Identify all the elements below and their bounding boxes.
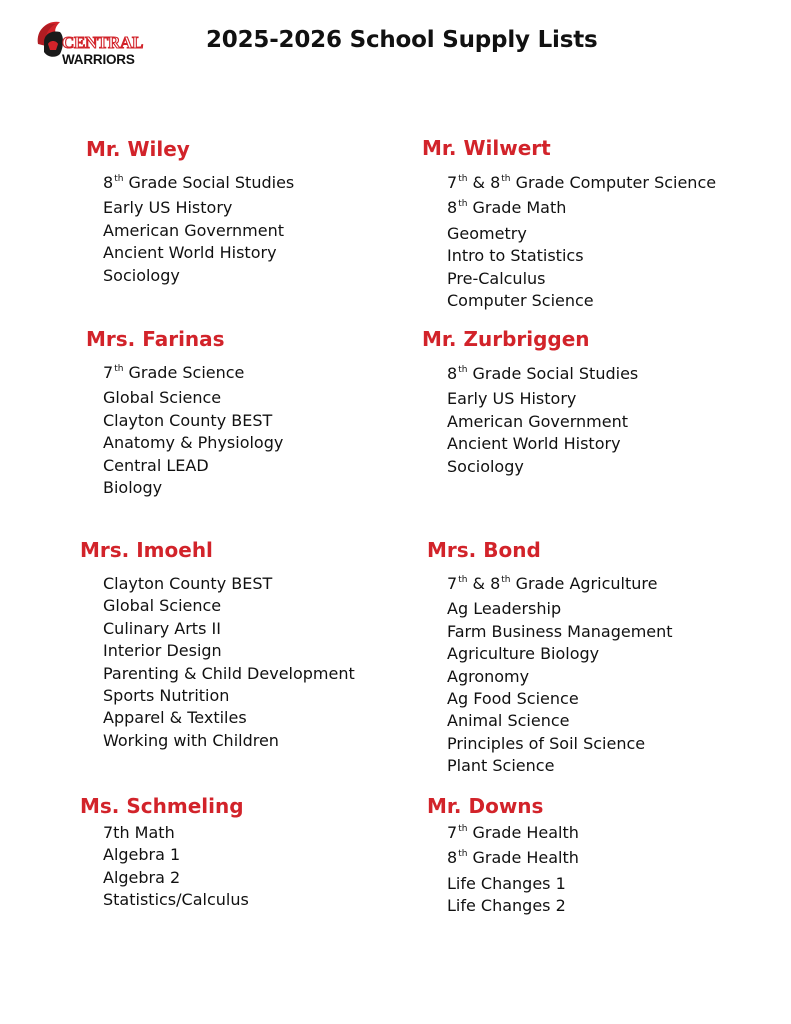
course-text: Plant Science [447, 756, 555, 776]
course-item [447, 598, 673, 620]
teacher-name: Mrs. Imoehl [80, 538, 213, 562]
course-text: Parenting & Child Development [103, 663, 355, 683]
course-text: & 8 [467, 173, 501, 192]
course-text: Anatomy & Physiology [103, 433, 284, 453]
course-text: Grade Computer Science [510, 173, 717, 192]
course-list [103, 172, 294, 287]
course-list [103, 573, 355, 752]
course-text: Grade Science [123, 363, 245, 382]
logo-text-warriors: WARRIORS [62, 52, 135, 67]
course-item [447, 245, 716, 267]
course-text: Statistics/Calculus [103, 890, 249, 910]
course-text: Grade Health [467, 823, 579, 842]
course-item [103, 477, 283, 499]
page-title: 2025-2026 School Supply Lists [206, 27, 598, 53]
course-item [103, 242, 294, 264]
course-text: Clayton County BEST [103, 574, 273, 593]
course-item [447, 411, 638, 433]
course-text: Grade Health [467, 848, 579, 868]
ordinal-suffix: th [114, 364, 124, 374]
course-text: Clayton County BEST [103, 410, 273, 430]
teacher-name: Mrs. Bond [427, 538, 541, 562]
course-text: Grade Social Studies [467, 364, 639, 383]
course-text: 7th Math [103, 823, 175, 842]
course-item [447, 688, 673, 710]
course-text: 7 [103, 363, 114, 382]
course-text: Working with Children [103, 730, 279, 750]
course-item [447, 172, 716, 197]
course-text: Sociology [103, 265, 180, 285]
course-text: Life Changes 2 [447, 896, 566, 916]
course-text: Biology [103, 478, 163, 498]
teacher-name: Mr. Wilwert [422, 136, 551, 160]
course-text: Geometry [447, 223, 527, 243]
logo-text-central: CENTRAL [62, 33, 144, 52]
course-list [447, 172, 716, 312]
course-text: Interior Design [103, 641, 222, 661]
teacher-section [422, 136, 717, 311]
course-item [103, 844, 249, 866]
course-text: Ag Leadership [447, 599, 562, 619]
course-text: Life Changes 1 [447, 873, 566, 893]
teacher-name: Mr. Downs [427, 794, 544, 818]
course-text: Algebra 1 [103, 845, 181, 865]
course-item [103, 822, 249, 844]
ordinal-suffix: th [501, 174, 511, 184]
course-item [103, 573, 355, 595]
ordinal-suffix: th [458, 575, 468, 585]
course-text: Global Science [103, 388, 222, 408]
course-text: Apparel & Textiles [103, 708, 247, 728]
course-text: Pre-Calculus [447, 268, 546, 288]
course-item [447, 873, 579, 895]
course-list [103, 822, 249, 912]
ordinal-suffix: th [458, 849, 468, 860]
course-text: Culinary Arts II [103, 618, 221, 638]
ordinal-suffix: th [501, 575, 511, 585]
course-item [103, 387, 283, 409]
course-item [103, 640, 355, 662]
course-item [103, 707, 355, 729]
course-text: Computer Science [447, 291, 594, 311]
course-text: 8 [103, 173, 114, 192]
course-item [103, 889, 249, 911]
ordinal-suffix: th [458, 365, 468, 375]
course-text: Ancient World History [447, 434, 621, 454]
course-text: Algebra 2 [103, 867, 181, 887]
course-item [103, 197, 294, 219]
course-item [447, 710, 673, 732]
teacher-name: Mrs. Farinas [86, 327, 225, 351]
course-text: Grade Agriculture [510, 574, 658, 593]
course-item [447, 268, 716, 290]
course-item [103, 730, 355, 752]
teacher-name: Mr. Zurbriggen [422, 327, 590, 351]
course-text: Farm Business Management [447, 621, 673, 641]
course-item [447, 621, 673, 643]
course-item [103, 265, 294, 287]
course-item [103, 432, 283, 454]
course-text: 7 [447, 823, 458, 842]
course-item [447, 433, 638, 455]
course-item [447, 822, 579, 847]
teacher-section [427, 794, 579, 916]
course-item [447, 223, 716, 245]
course-item [447, 573, 673, 598]
course-item [447, 847, 579, 872]
course-text: 8 [447, 848, 458, 868]
course-item [103, 595, 355, 617]
course-item [103, 220, 294, 242]
course-item [103, 867, 249, 889]
teacher-section [422, 327, 639, 476]
course-text: 8 [447, 198, 458, 218]
course-text: Animal Science [447, 711, 570, 731]
course-text: Sociology [447, 456, 524, 476]
course-text: & 8 [467, 574, 501, 593]
course-text: 8 [447, 364, 458, 383]
course-text: Agriculture Biology [447, 644, 600, 664]
teacher-section [86, 137, 295, 285]
course-item [447, 733, 673, 755]
course-item [447, 666, 673, 688]
course-text: 7 [447, 173, 458, 192]
course-text: Early US History [103, 198, 233, 218]
course-text: Grade Social Studies [123, 173, 295, 192]
course-text: 7 [447, 574, 458, 593]
teacher-section [427, 538, 673, 776]
course-text: American Government [447, 411, 629, 431]
teacher-name: Mr. Wiley [86, 137, 190, 161]
course-item [103, 455, 283, 477]
warrior-helmet-icon [34, 18, 152, 70]
course-item [447, 290, 716, 312]
course-item [103, 410, 283, 432]
course-item [447, 197, 716, 222]
teacher-section [80, 794, 249, 910]
course-item [447, 456, 638, 478]
course-list [103, 362, 283, 499]
teacher-section [86, 327, 284, 498]
course-text: Grade Math [467, 198, 567, 218]
teacher-section [80, 538, 355, 750]
course-list [447, 363, 638, 478]
course-text: Sports Nutrition [103, 686, 230, 706]
course-text: Agronomy [447, 666, 530, 686]
course-text: Ancient World History [103, 243, 277, 263]
course-text: Principles of Soil Science [447, 733, 646, 753]
course-list [447, 822, 579, 918]
course-text: Central LEAD [103, 455, 209, 475]
course-text: Early US History [447, 389, 577, 409]
course-item [447, 895, 579, 917]
course-item [103, 685, 355, 707]
course-item [103, 362, 283, 387]
course-item [447, 643, 673, 665]
course-item [447, 363, 638, 388]
teacher-name: Ms. Schmeling [80, 794, 244, 818]
course-text: Global Science [103, 596, 222, 616]
course-item [447, 388, 638, 410]
course-text: Ag Food Science [447, 689, 579, 709]
course-item [447, 755, 673, 777]
ordinal-suffix: th [458, 824, 468, 834]
ordinal-suffix: th [458, 199, 468, 210]
course-text: American Government [103, 220, 285, 240]
course-item [103, 172, 294, 197]
course-item [103, 618, 355, 640]
course-item [103, 663, 355, 685]
ordinal-suffix: th [114, 174, 124, 184]
course-list [447, 573, 673, 778]
course-text: Intro to Statistics [447, 246, 584, 266]
central-warriors-logo [34, 18, 152, 70]
ordinal-suffix: th [458, 174, 468, 184]
